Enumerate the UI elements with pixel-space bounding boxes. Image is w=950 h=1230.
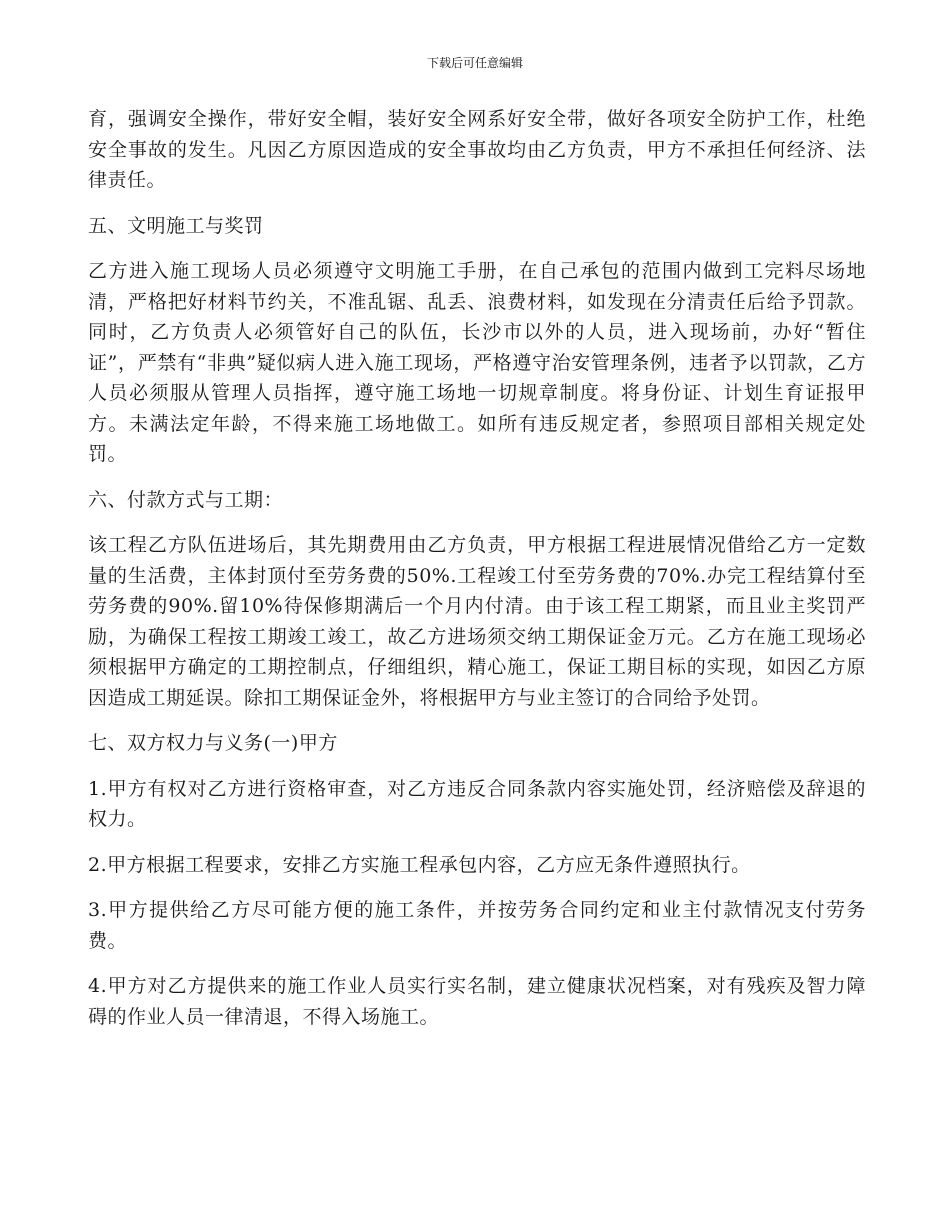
section-heading-6: 六、付款方式与工期： [88,488,284,511]
section-heading-7: 七、双方权力与义务(一)甲方 [88,732,338,754]
paragraph-safety-continued: 育，强调安全操作，带好安全帽，装好安全网系好安全带，做好各项安全防护工作，杜绝安全事故的发生。凡因乙方原因造成的安全事故均由乙方负责，甲方不承担任何经济、法律责任。 [88,108,866,191]
paragraph-civilized-construction: 乙方进入施工现场人员必须遵守文明施工手册，在自己承包的范围内做到工完料尽场地清，严格把好材料节约关，不准乱锯、乱丢、浪费材料，如发现在分清责任后给予罚款。同时，乙方负责人必须管好自己的队伍，长沙市以外的人员，进入现场前，办好“暂住证”，严禁有“非典”疑似病人进入施工现场，严格遵守治安管理条例，违者予以罚款，乙方人员必须服从管理人员指挥，遵守施工场地一切规章制度。将身份证、计划生育证报甲方。未满法定年龄，不得来施工场地做工。如所有违反规定者，参照项目部相关规定处罚。 [88,260,866,465]
document-body [88,104,866,1047]
section-heading-5: 五、文明施工与奖罚 [88,214,264,237]
paragraph-payment-schedule: 该工程乙方队伍进场后，其先期费用由乙方负责，甲方根据工程进展情况借给乙方一定数量的生活费，主体封顶付至劳务费的50%.工程竣工付至劳务费的70%.办完工程结算付至劳务费的90%.留10%待保修期满后一个月内付清。由于该工程工期紧，而且业主奖罚严励，为确保工程按工期竣工竣工，故乙方进场须交纳工期保证金万元。乙方在施工现场必须根据甲方确定的工期控制点，仔细组织，精心施工，保证工期目标的实现，如因乙方原因造成工期延误。除扣工期保证金外，将根据甲方与业主签订的合同给予处罚。 [88,534,866,709]
clause-2: 2.甲方根据工程要求，安排乙方实施工程承包内容，乙方应无条件遵照执行。 [88,853,751,876]
clause-3: 3.甲方提供给乙方尽可能方便的施工条件，并按劳务合同约定和业主付款情况支付劳务费。 [88,899,866,952]
clause-4: 4.甲方对乙方提供来的施工作业人员实行实名制，建立健康状况档案，对有残疾及智力障碍的作业人员一律清退，不得入场施工。 [88,975,866,1028]
clause-1: 1.甲方有权对乙方进行资格审查，对乙方违反合同条款内容实施处罚，经济赔偿及辞退的权力。 [88,777,866,830]
page-header: 下载后可任意编辑 [426,56,523,70]
